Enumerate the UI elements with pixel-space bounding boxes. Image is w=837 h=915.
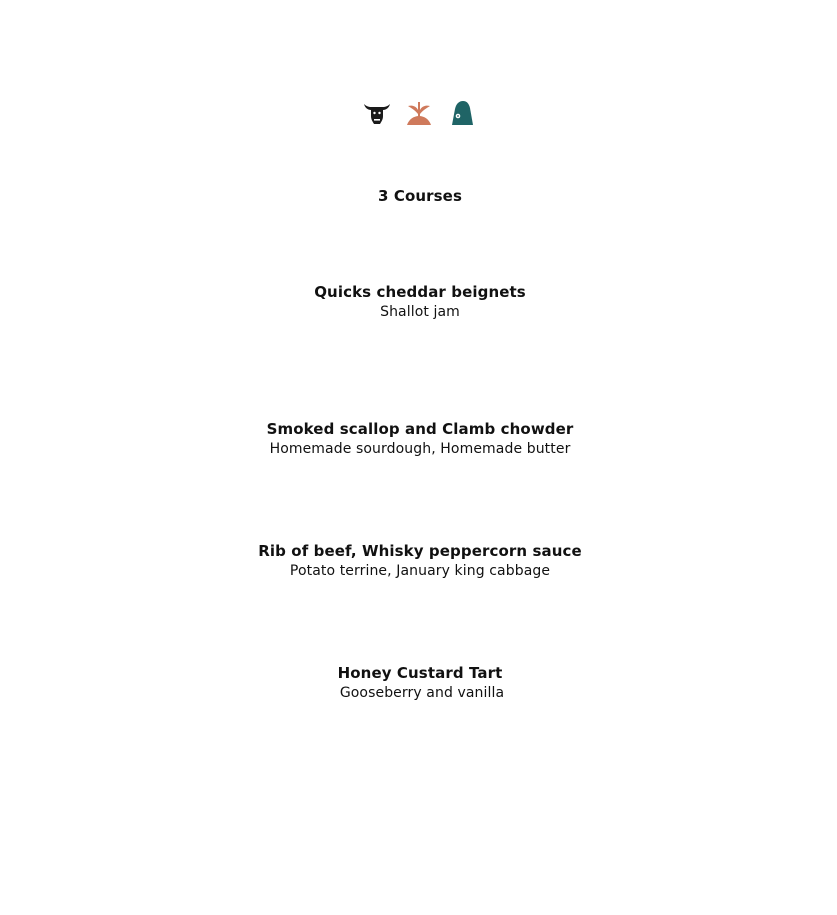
course-1: [0, 282, 837, 323]
course-2: [0, 419, 837, 460]
brand-logo-row: [0, 100, 837, 126]
dish-name: Quicks cheddar beignets: [314, 283, 526, 301]
dish-name: Honey Custard Tart: [337, 664, 503, 682]
course-4: [0, 663, 837, 704]
fish-icon: [447, 100, 475, 126]
course-3: [0, 541, 837, 582]
dish-name: Smoked scallop and Clamb chowder: [266, 420, 574, 438]
cow-head-icon: [363, 100, 391, 126]
dish-accompaniment: Shallot jam: [380, 304, 460, 320]
menu-title: 3 Courses: [378, 187, 462, 205]
dish-accompaniment: Homemade sourdough, Homemade butter: [269, 441, 571, 457]
dish-accompaniment: Potato terrine, January king cabbage: [289, 563, 551, 579]
sprout-icon: [405, 100, 433, 126]
dish-accompaniment: Gooseberry and vanilla: [339, 685, 505, 701]
dish-name: Rib of beef, Whisky peppercorn sauce: [258, 542, 582, 560]
